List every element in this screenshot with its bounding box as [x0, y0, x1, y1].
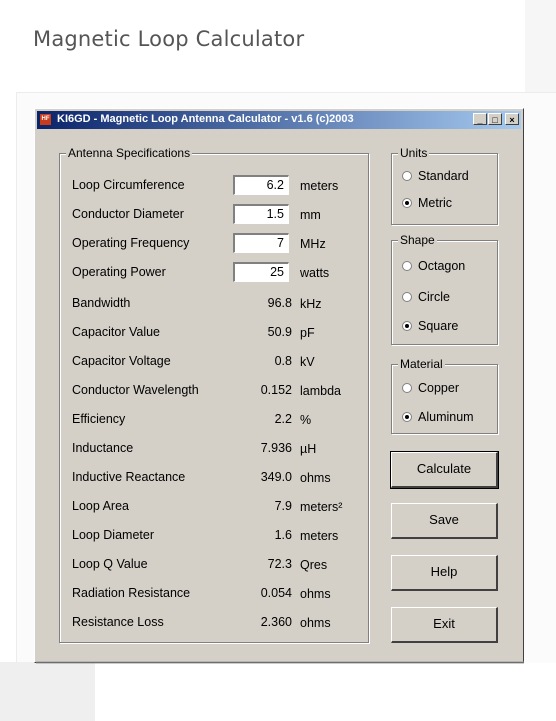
spec-value: 2.360 — [260, 615, 292, 629]
spec-value: 96.8 — [267, 296, 292, 310]
spec-unit: µH — [300, 442, 317, 456]
spec-row — [60, 409, 368, 429]
material-group — [391, 357, 498, 434]
spec-label: Operating Frequency — [72, 236, 190, 250]
spec-value: 0.054 — [260, 586, 292, 600]
exit-button[interactable]: Exit — [391, 607, 498, 643]
spec-row — [60, 612, 368, 632]
help-button[interactable]: Help — [391, 555, 498, 591]
window-shadow-line — [36, 661, 524, 664]
page-edge-strip — [525, 0, 556, 93]
spec-unit: watts — [300, 266, 330, 280]
app-window — [34, 108, 524, 663]
radio-button-icon[interactable] — [402, 383, 412, 393]
spec-unit: ohms — [300, 587, 331, 601]
radio-label: Octagon — [418, 259, 466, 273]
spec-row — [60, 438, 368, 458]
spec-unit: meters — [300, 179, 339, 193]
units-label: Units — [400, 146, 428, 160]
spec-label: Efficiency — [72, 412, 126, 426]
antenna-specifications-group — [59, 146, 369, 643]
spec-unit: lambda — [300, 384, 341, 398]
spec-label: Loop Diameter — [72, 528, 154, 542]
calculate-button[interactable]: Calculate — [391, 452, 498, 488]
page-footer-block — [0, 662, 95, 721]
spec-row — [60, 293, 368, 313]
spec-unit: meters² — [300, 500, 343, 514]
material-label: Material — [400, 357, 443, 371]
spec-label: Capacitor Voltage — [72, 354, 171, 368]
spec-label: Inductive Reactance — [72, 470, 186, 484]
spec-value: 0.8 — [274, 354, 292, 368]
spec-value: 7.936 — [260, 441, 292, 455]
spec-unit: pF — [300, 326, 315, 340]
radio-label: Circle — [418, 290, 450, 304]
spec-unit: kHz — [300, 297, 322, 311]
spec-input[interactable]: 7 — [233, 233, 289, 253]
radio-label: Aluminum — [418, 410, 474, 424]
spec-row — [60, 467, 368, 487]
spec-label: Conductor Diameter — [72, 207, 184, 221]
spec-value: 72.3 — [267, 557, 292, 571]
radio-button-icon[interactable] — [402, 261, 412, 271]
units-group — [391, 146, 498, 225]
spec-label: Capacitor Value — [72, 325, 161, 339]
spec-row — [60, 233, 368, 253]
spec-row — [60, 496, 368, 516]
spec-row — [60, 351, 368, 371]
shape-group — [391, 233, 498, 345]
spec-input[interactable]: 25 — [233, 262, 289, 282]
spec-input[interactable]: 6.2 — [233, 175, 289, 195]
spec-unit: kV — [300, 355, 315, 369]
spec-label: Loop Circumference — [72, 178, 185, 192]
spec-unit: MHz — [300, 237, 326, 251]
spec-label: Inductance — [72, 441, 134, 455]
minimize-button[interactable]: _ — [473, 113, 487, 125]
spec-label: Radiation Resistance — [72, 586, 191, 600]
spec-label: Operating Power — [72, 265, 166, 279]
spec-row — [60, 262, 368, 282]
spec-value: 1.6 — [274, 528, 292, 542]
close-button[interactable]: × — [505, 113, 519, 125]
app-icon: HF — [40, 114, 51, 125]
radio-label: Metric — [418, 196, 453, 210]
page-title: Magnetic Loop Calculator — [33, 27, 305, 51]
window-title: KI6GD - Magnetic Loop Antenna Calculator - v1.6 (c)2003 — [57, 113, 354, 125]
spec-label: Bandwidth — [72, 296, 131, 310]
spec-unit: ohms — [300, 616, 331, 630]
radio-button-icon[interactable] — [402, 412, 412, 422]
radio-label: Square — [418, 319, 459, 333]
spec-label: Conductor Wavelength — [72, 383, 199, 397]
spec-value: 0.152 — [260, 383, 292, 397]
spec-row — [60, 525, 368, 545]
spec-value: 2.2 — [274, 412, 292, 426]
spec-row — [60, 380, 368, 400]
save-button[interactable]: Save — [391, 503, 498, 539]
spec-row — [60, 175, 368, 195]
spec-label: Loop Area — [72, 499, 129, 513]
antenna-specifications-label: Antenna Specifications — [68, 146, 191, 160]
shape-label: Shape — [400, 233, 435, 247]
radio-button-icon[interactable] — [402, 171, 412, 181]
radio-button-icon[interactable] — [402, 198, 412, 208]
spec-unit: Qres — [300, 558, 328, 572]
radio-label: Standard — [418, 169, 469, 183]
spec-unit: ohms — [300, 471, 331, 485]
title-bar[interactable] — [37, 111, 521, 129]
maximize-button[interactable]: □ — [488, 113, 502, 125]
spec-label: Loop Q Value — [72, 557, 148, 571]
spec-row — [60, 583, 368, 603]
spec-value: 7.9 — [274, 499, 292, 513]
spec-row — [60, 204, 368, 224]
spec-unit: mm — [300, 208, 321, 222]
spec-unit: % — [300, 413, 312, 427]
radio-button-icon[interactable] — [402, 321, 412, 331]
spec-value: 349.0 — [260, 470, 292, 484]
spec-input[interactable]: 1.5 — [233, 204, 289, 224]
spec-row — [60, 554, 368, 574]
spec-label: Resistance Loss — [72, 615, 164, 629]
radio-label: Copper — [418, 381, 459, 395]
spec-unit: meters — [300, 529, 339, 543]
spec-row — [60, 322, 368, 342]
radio-button-icon[interactable] — [402, 292, 412, 302]
spec-value: 50.9 — [267, 325, 292, 339]
